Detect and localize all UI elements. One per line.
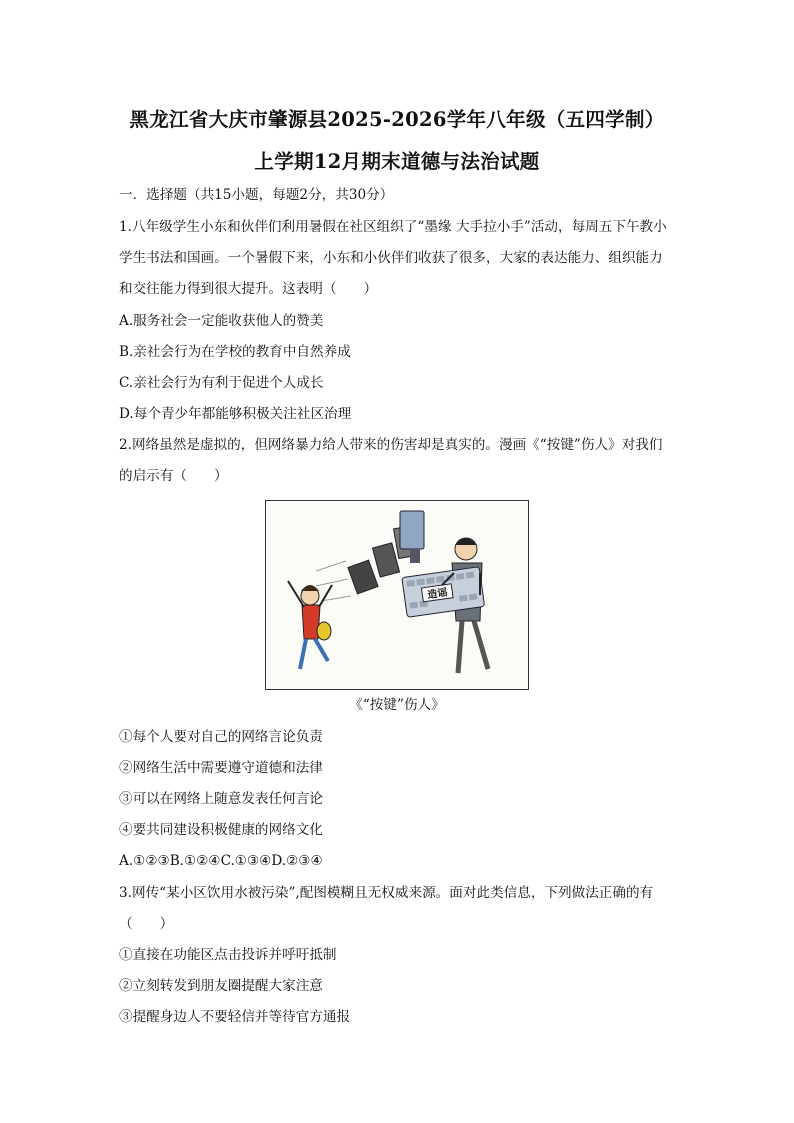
- q1-option-d: D.每个青少年都能够积极关注社区治理: [119, 406, 352, 422]
- q3-stem-line-2: （ ）: [119, 916, 174, 932]
- cartoon-illustration: [266, 501, 528, 689]
- section-heading: 一．选择题（共15小题，每题2分，共30分）: [119, 187, 394, 203]
- q2-item-1: ①每个人要对自己的网络言论负责: [119, 729, 323, 745]
- q2-options: A.①②③B.①②④C.①③④D.②③④: [119, 853, 323, 869]
- q1-option-a: A.服务社会一定能收获他人的赞美: [119, 313, 324, 329]
- figure-caption: 《“按键”伤人》: [349, 697, 445, 713]
- q3-item-2: ②立刻转发到朋友圈提醒大家注意: [119, 978, 323, 994]
- q2-stem-line-1: 2.网络虽然是虚拟的，但网络暴力给人带来的伤害却是真实的。漫画《“按键”伤人》对我们: [119, 437, 663, 453]
- cartoon-figure: [265, 500, 529, 690]
- q2-stem-line-2: 的启示有（ ）: [119, 468, 228, 484]
- q3-item-1: ①直接在功能区点击投诉并呼吁抵制: [119, 947, 337, 963]
- keyboard-key-label: 造谣: [426, 587, 449, 602]
- q2-item-3: ③可以在网络上随意发表任何言论: [119, 791, 323, 807]
- q1-stem-line-2: 学生书法和国画。一个暑假下来，小东和小伙伴们收获了很多，大家的表达能力、组织能力: [119, 250, 663, 266]
- q2-item-2: ②网络生活中需要遵守道德和法律: [119, 760, 323, 776]
- exam-title-line-2: 上学期12月期末道德与法治试题: [254, 150, 540, 173]
- q3-item-3: ③提醒身边人不要轻信并等待官方通报: [119, 1009, 351, 1025]
- exam-title-line-1: 黑龙江省大庆市肇源县2025-2026学年八年级（五四学制）: [129, 108, 665, 131]
- q2-item-4: ④要共同建设积极健康的网络文化: [119, 822, 323, 838]
- q1-stem-line-1: 1.八年级学生小东和伙伴们利用暑假在社区组织了“墨缘 大手拉小手”活动，每周五下午教小: [119, 219, 667, 235]
- q1-option-c: C.亲社会行为有利于促进个人成长: [119, 375, 324, 391]
- q3-stem-line-1: 3.网传“某小区饮用水被污染”,配图模糊且无权威来源。面对此类信息，下列做法正确的有: [119, 885, 654, 901]
- q1-stem-line-3: 和交往能力得到很大提升。这表明（ ）: [119, 281, 378, 297]
- q1-option-b: B.亲社会行为在学校的教育中自然养成: [119, 344, 351, 360]
